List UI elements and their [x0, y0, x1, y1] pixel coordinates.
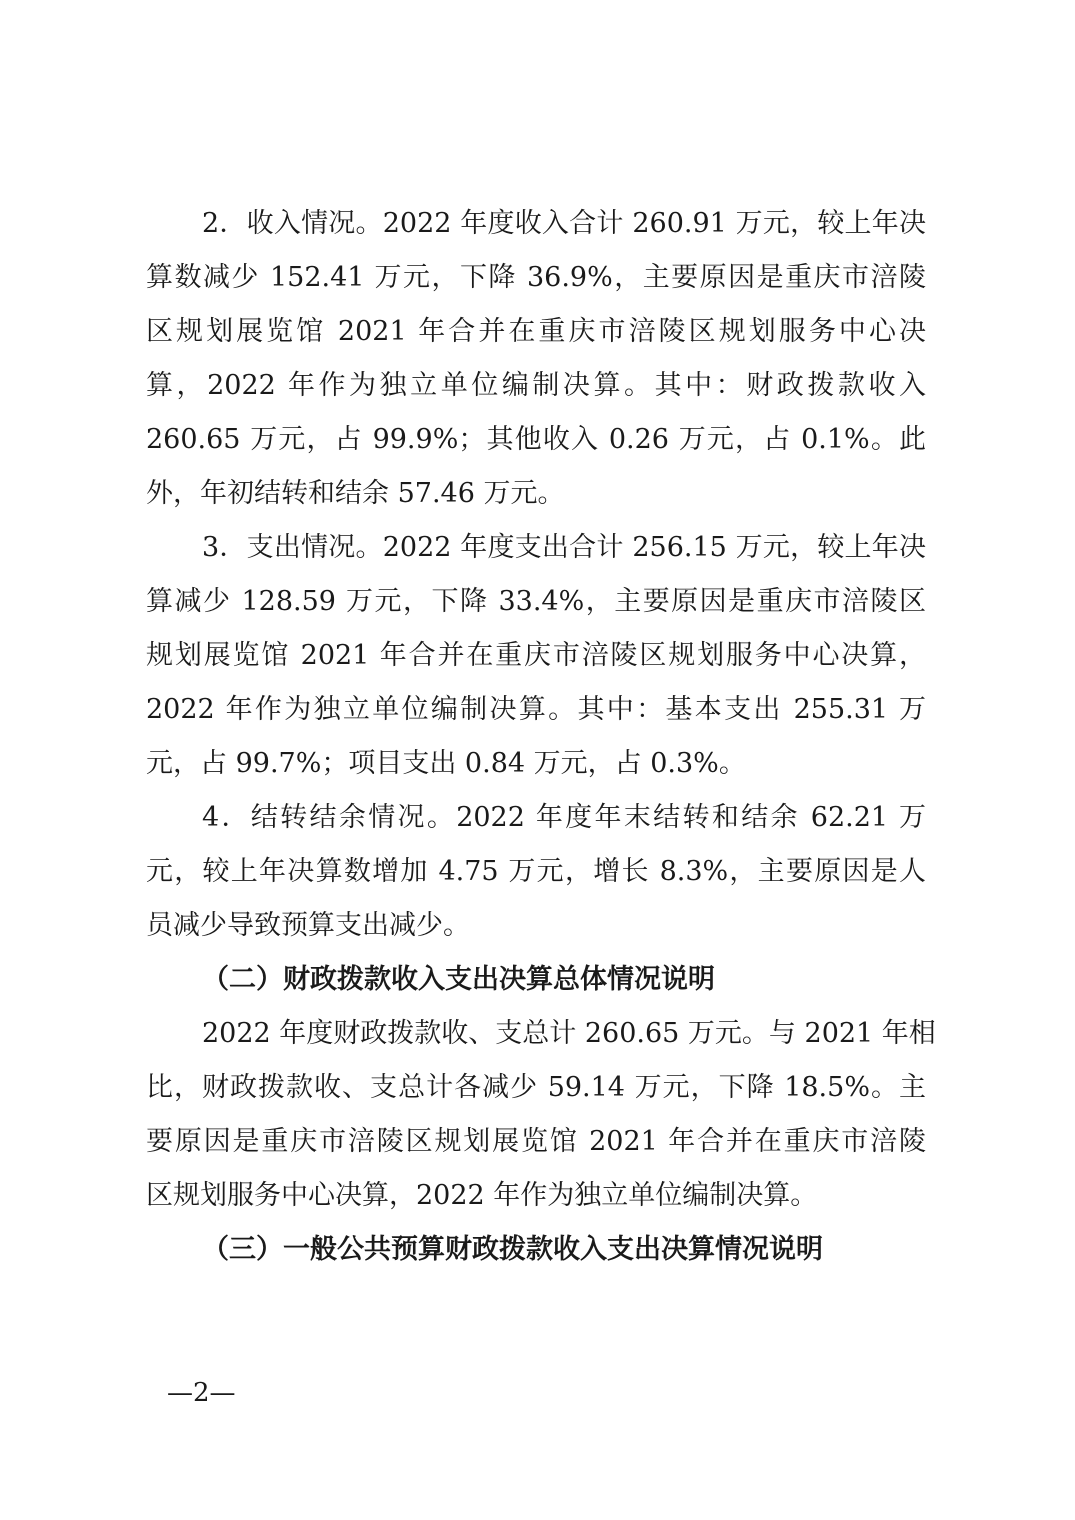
expense-paragraph-line-5: 元，占 99.7%；项目支出 0.84 万元，占 0.3%。 — [146, 748, 746, 779]
expense-paragraph-line-3: 规划展览馆 2021 年合并在重庆市涪陵区规划服务中心决算， — [146, 640, 926, 671]
income-paragraph-line-2: 算数减少 152.41 万元，下降 36.9%，主要原因是重庆市涪陵 — [146, 262, 926, 293]
balance-paragraph-line-2: 元，较上年决算数增加 4.75 万元，增长 8.3%，主要原因是人 — [146, 856, 926, 887]
page-number: —2— — [167, 1378, 236, 1408]
income-paragraph-line-4: 算，2022 年作为独立单位编制决算。其中：财政拨款收入 — [146, 370, 926, 401]
fiscal-paragraph-line-1: 2022 年度财政拨款收、支总计 260.65 万元。与 2021 年相 — [202, 1018, 936, 1049]
section-heading-general-budget: （三）一般公共预算财政拨款收入支出决算情况说明 — [202, 1234, 823, 1265]
fiscal-paragraph-line-2: 比，财政拨款收、支总计各减少 59.14 万元，下降 18.5%。主 — [146, 1072, 926, 1103]
income-paragraph-line-5: 260.65 万元，占 99.9%；其他收入 0.26 万元，占 0.1%。此 — [146, 424, 926, 455]
fiscal-paragraph-line-4: 区规划服务中心决算，2022 年作为独立单位编制决算。 — [146, 1180, 818, 1211]
fiscal-paragraph-line-3: 要原因是重庆市涪陵区规划展览馆 2021 年合并在重庆市涪陵 — [146, 1126, 926, 1157]
balance-paragraph-line-1: 4．结转结余情况。2022 年度年末结转和结余 62.21 万 — [202, 802, 926, 833]
expense-paragraph-line-4: 2022 年作为独立单位编制决算。其中：基本支出 255.31 万 — [146, 694, 926, 725]
income-paragraph-line-6: 外，年初结转和结余 57.46 万元。 — [146, 478, 565, 509]
income-paragraph-line-1: 2．收入情况。2022 年度收入合计 260.91 万元，较上年决 — [202, 208, 926, 239]
expense-paragraph-line-2: 算减少 128.59 万元，下降 33.4%，主要原因是重庆市涪陵区 — [146, 586, 926, 617]
income-paragraph-line-3: 区规划展览馆 2021 年合并在重庆市涪陵区规划服务中心决 — [146, 316, 926, 347]
expense-paragraph-line-1: 3．支出情况。2022 年度支出合计 256.15 万元，较上年决 — [202, 532, 926, 563]
section-heading-fiscal-overview: （二）财政拨款收入支出决算总体情况说明 — [202, 964, 715, 995]
balance-paragraph-line-3: 员减少导致预算支出减少。 — [146, 910, 470, 941]
